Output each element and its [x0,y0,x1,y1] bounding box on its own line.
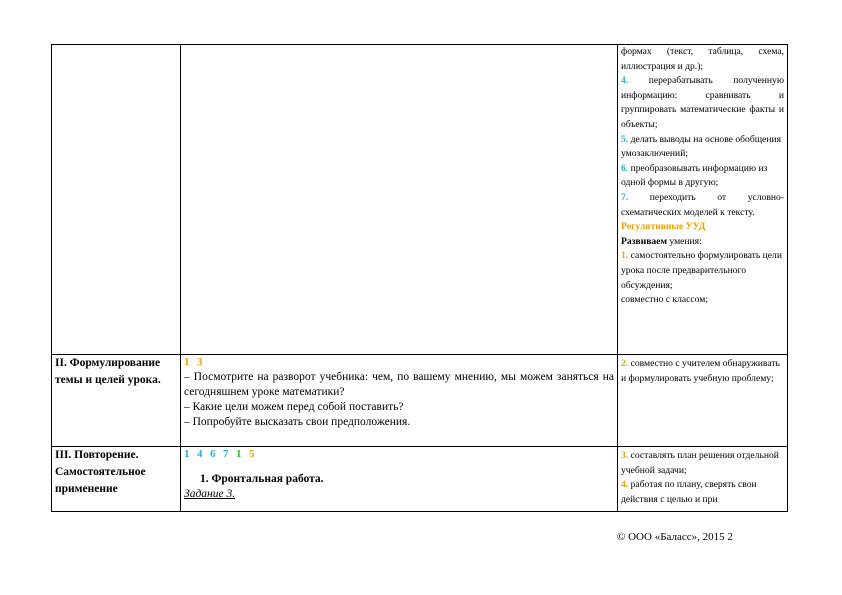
stage-cell [52,45,181,355]
uud-tags: 1 4 6 7 1 5 [184,448,255,460]
uud-cell [618,447,788,512]
teacher-question: – Попробуйте высказать свои предположения. [184,416,411,428]
develop-line: Развиваем умения: [621,235,702,247]
regulative-item-1-tail: совместно с классом; [621,294,708,306]
uud-cell [618,355,788,447]
task-title: 1. Фронтальная работа. [200,473,324,485]
activity-cell [181,447,618,512]
teacher-question: – Какие цели можем перед собой поставить? [184,401,404,413]
lesson-plan-table [51,44,788,512]
uud-item-6: 6. преобразовывать информацию из одной формы в другую; [621,162,768,189]
activity-cell [181,355,618,447]
task-subtitle: Задание 3. [184,488,236,500]
copyright-footer: © ООО «Баласс», 2015 2 [617,531,733,543]
uud-tags: 1 3 [184,356,203,368]
regulative-item-2: 2. совместно с учителем обнаруживать и формулировать учебную проблему; [621,358,780,384]
uud-item-4: 4. перерабатывать полученную информацию: сравнивать и группировать математические факты и объекты; [621,75,784,130]
uud-item-5: 5. делать выводы на основе обобщения умозаключений; [621,133,782,160]
stage-title: II. Формулирование темы и целей урока. [52,355,181,447]
regulative-item-1: 1. самостоятельно формулировать цели урока после предварительного обсуждения; [621,250,782,291]
table-row [52,447,788,512]
stage-title: III. Повторение. Самостоятельное применение [52,447,181,512]
uud-item-7: 7. переходить от условно-схематических моделей к тексту. [621,191,784,218]
table-row [52,355,788,447]
regulative-item-4: 4. работая по плану, сверять свои действия с целью и при [621,479,757,505]
uud-cell [618,45,788,355]
regulative-item-3: 3. составлять план решения отдельной учебной задачи; [621,450,779,476]
activity-cell [181,45,618,355]
regulative-heading: Регулятивные УУД [621,221,706,233]
uud-item-continuation: формах (текст, таблица, схема, иллюстрация и др.); [621,46,784,72]
teacher-question: – Посмотрите на разворот учебника: чем, по вашему мнению, мы можем заняться на сегодняшнем уроке математики? [184,371,614,398]
table-row [52,45,788,355]
